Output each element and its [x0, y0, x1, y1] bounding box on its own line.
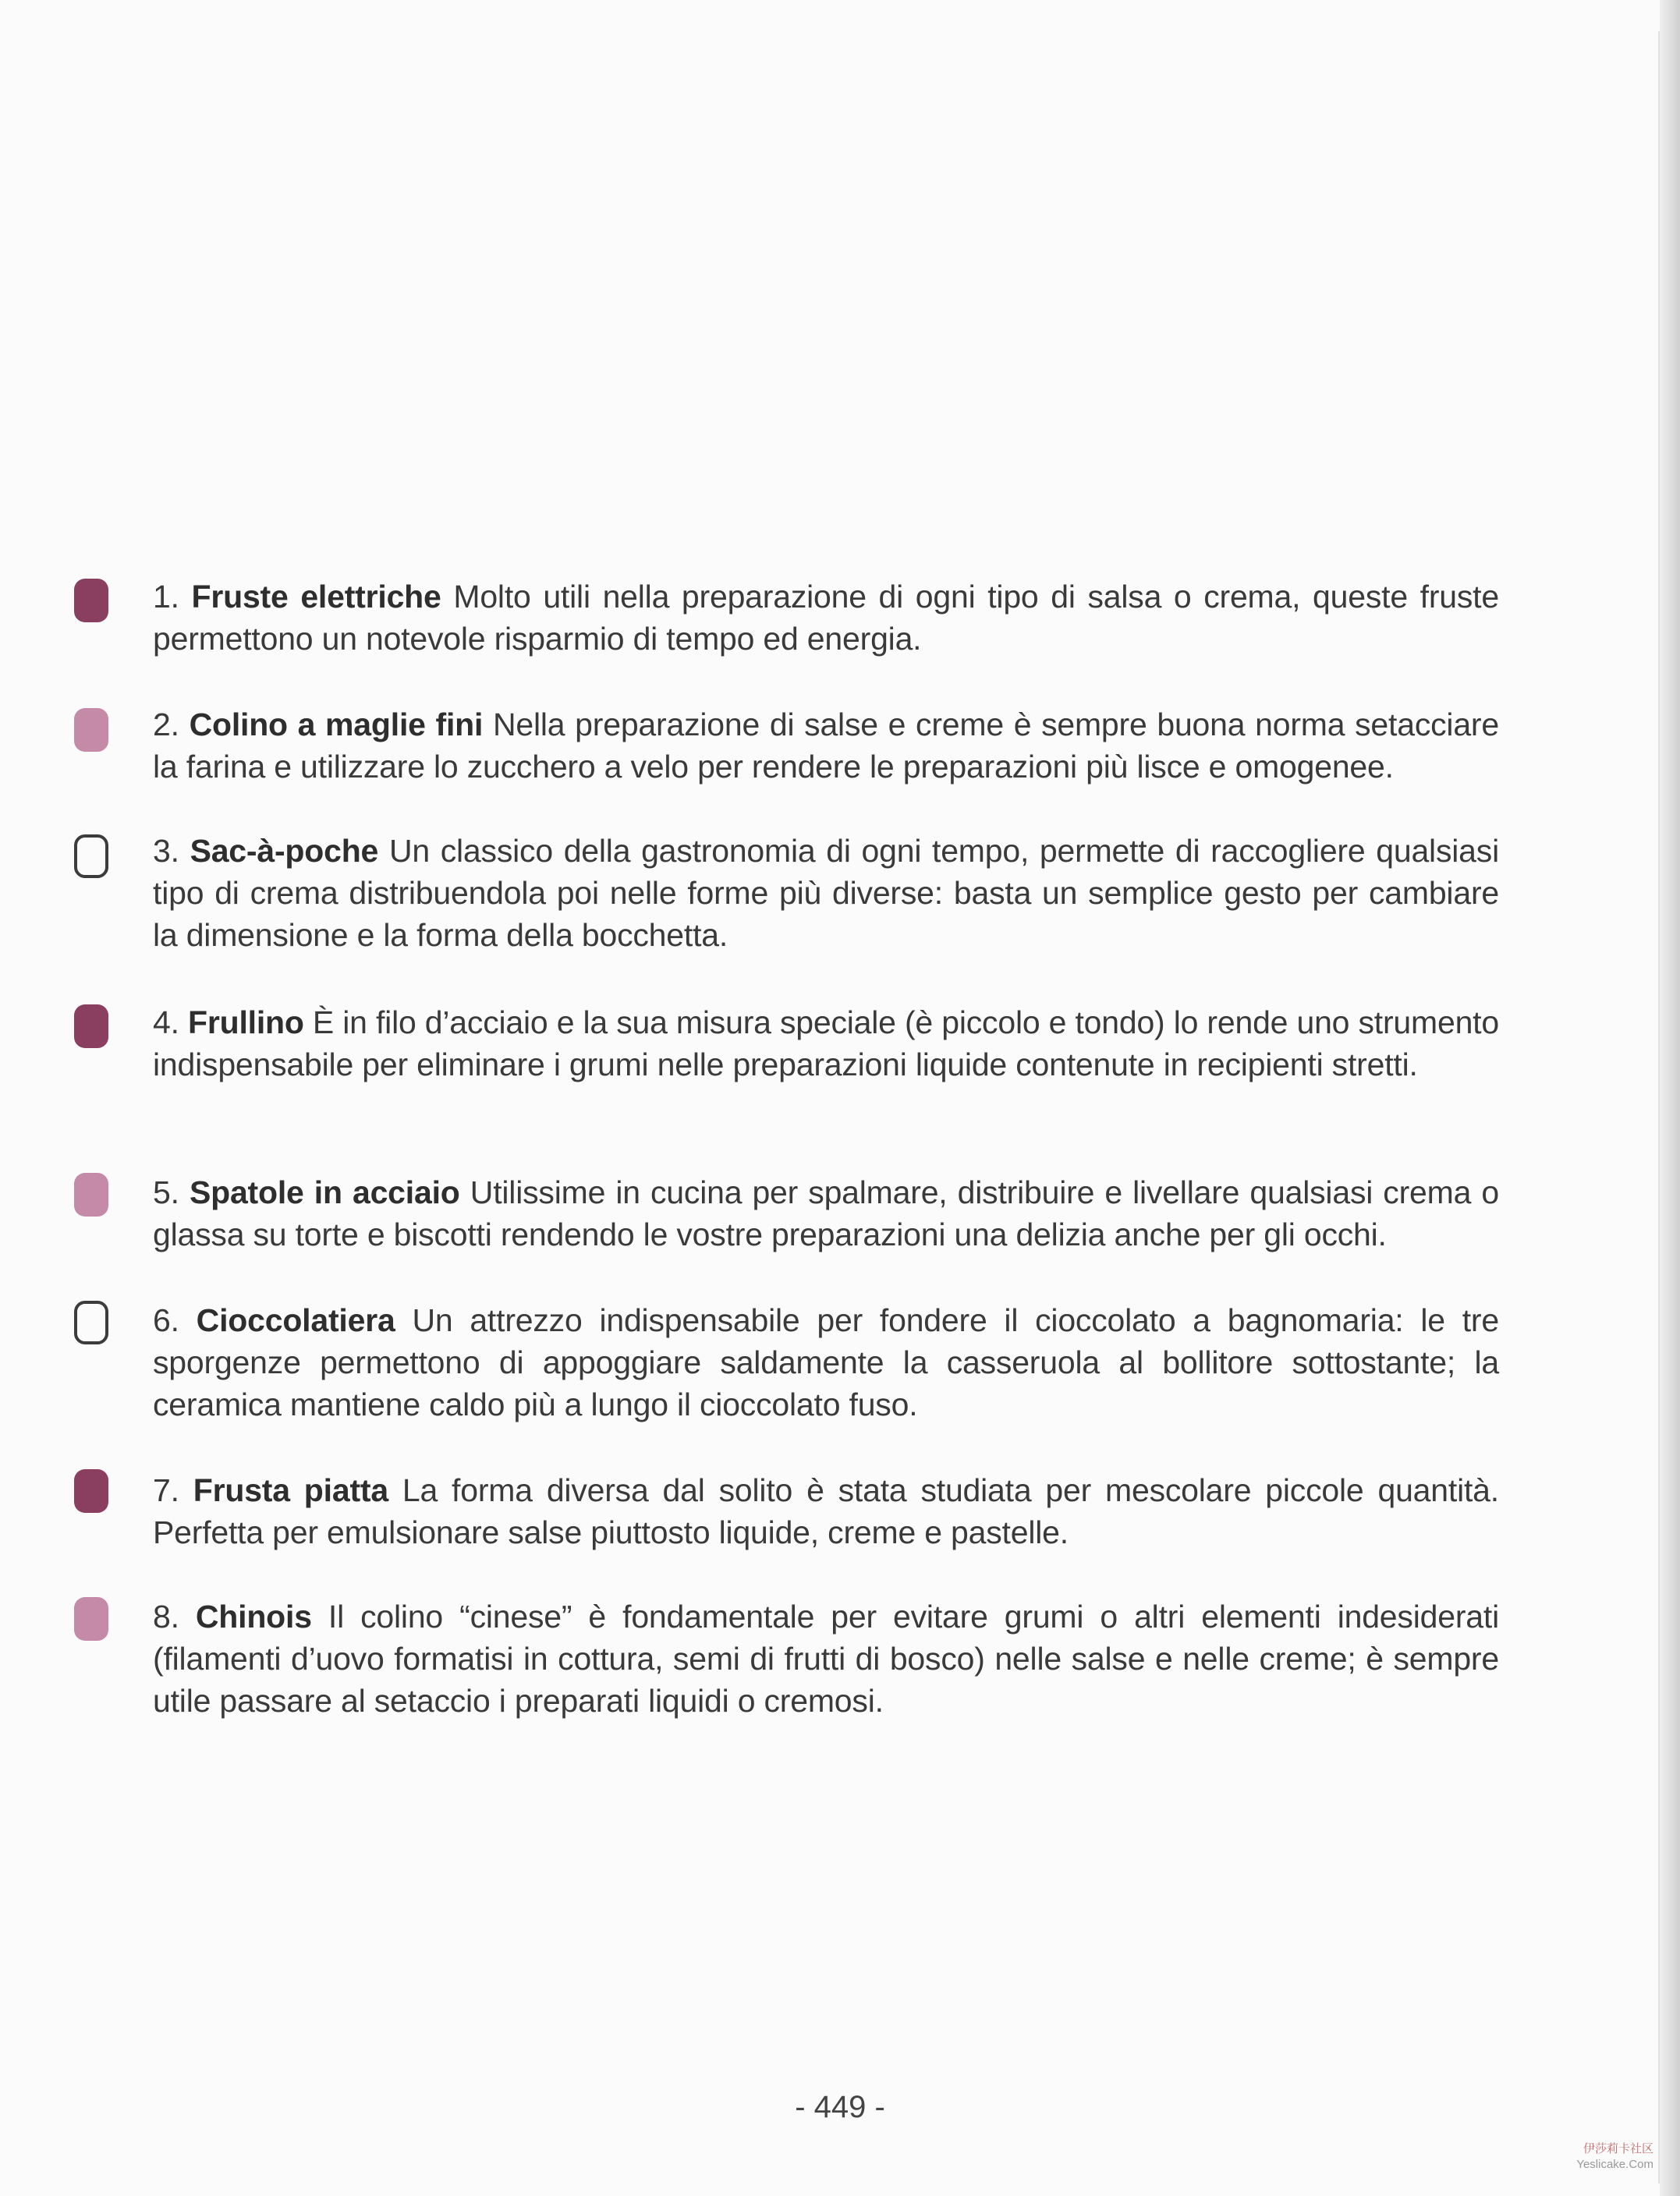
item-number: 6.	[153, 1302, 179, 1338]
item-text	[153, 1001, 1499, 1086]
item-description: Nella preparazione di salse e creme è sempre buona norma setacciare la farina e utilizzare lo zucchero a velo per rendere le preparazioni più lisce e omogenee.	[153, 707, 1499, 785]
bullet-marker	[74, 1469, 108, 1513]
item-title: Colino a maglie fini	[189, 707, 484, 742]
item-number: 8.	[153, 1599, 179, 1635]
watermark-line1: 伊莎莉卡社区	[1583, 2142, 1653, 2155]
item-description: Il colino “cinese” è fondamentale per evitare grumi o altri elementi indesiderati (filamenti d’uovo formatisi in cottura, semi di frutti di bosco) nelle salse e nelle creme; è sempre utile passare al setaccio i preparati liquidi o cremosi.	[153, 1599, 1499, 1719]
item-title: Frusta piatta	[193, 1472, 388, 1508]
item-number: 5.	[153, 1174, 179, 1210]
item-title: Spatole in acciaio	[189, 1174, 460, 1210]
item-text	[153, 703, 1499, 788]
item-title: Sac-à-poche	[190, 833, 379, 869]
bullet-marker	[74, 1173, 108, 1217]
item-text	[153, 1596, 1499, 1722]
item-text	[153, 1469, 1499, 1553]
bullet-marker	[74, 1597, 108, 1641]
item-number: 2.	[153, 707, 179, 742]
item-title: Chinois	[195, 1599, 312, 1635]
item-description: Un attrezzo indispensabile per fondere il cioccolato a bagnomaria: le tre sporgenze permettono di appoggiare saldamente la casseruola al bollitore sottostante; la ceramica mantiene caldo più a lungo il cioccolato fuso.	[153, 1302, 1499, 1422]
bullet-marker	[74, 1004, 108, 1048]
bullet-marker	[74, 834, 108, 878]
item-number: 1.	[153, 579, 179, 615]
item-number: 3.	[153, 833, 179, 869]
item-description: Utilissime in cucina per spalmare, distribuire e livellare qualsiasi crema o glassa su torte e biscotti rendendo le vostre preparazioni una delizia anche per gli occhi.	[153, 1174, 1499, 1252]
bullet-marker	[74, 1301, 108, 1344]
item-title: Fruste elettriche	[191, 579, 441, 615]
item-title: Frullino	[188, 1004, 304, 1040]
item-description: Molto utili nella preparazione di ogni tipo di salsa o crema, queste fruste permettono un notevole risparmio di tempo ed energia.	[153, 579, 1499, 657]
item-text	[153, 830, 1499, 956]
item-text	[153, 1171, 1499, 1256]
item-description: È in filo d’acciaio e la sua misura speciale (è piccolo e tondo) lo rende uno strumento indispensabile per eliminare i grumi nelle preparazioni liquide contenute in recipienti stretti.	[153, 1004, 1499, 1082]
page-number: - 449 -	[795, 2090, 885, 2124]
item-description: La forma diversa dal solito è stata studiata per mescolare piccole quantità. Perfetta per emulsionare salse piuttosto liquide, creme e pastelle.	[153, 1472, 1499, 1550]
bullet-marker	[74, 708, 108, 752]
watermark-line2: Yeslicake.Com	[1576, 2158, 1653, 2171]
item-description: Un classico della gastronomia di ogni tempo, permette di raccogliere qualsiasi tipo di crema distribuendola poi nelle forme più diverse: basta un semplice gesto per cambiare la dimensione e la forma della bocchetta.	[153, 833, 1499, 953]
item-number: 4.	[153, 1004, 179, 1040]
watermark	[1576, 2141, 1653, 2173]
bullet-marker	[74, 579, 108, 622]
item-number: 7.	[153, 1472, 179, 1508]
item-text	[153, 576, 1499, 660]
item-text	[153, 1299, 1499, 1426]
item-title: Cioccolatiera	[196, 1302, 395, 1338]
